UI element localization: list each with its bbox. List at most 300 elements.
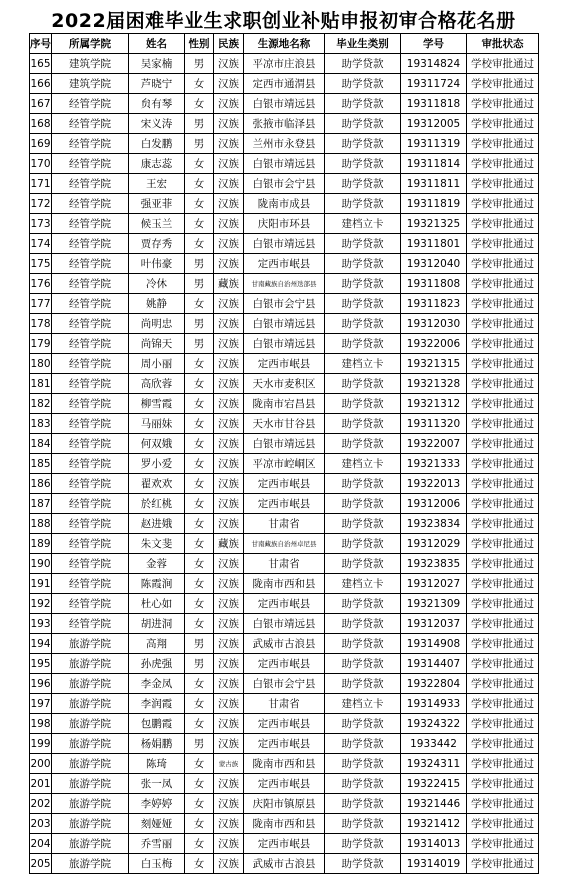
cell-gender: 女 bbox=[185, 454, 214, 474]
header-gender: 性别 bbox=[185, 34, 214, 54]
cell-name: 叶伟豪 bbox=[129, 254, 185, 274]
cell-college: 旅游学院 bbox=[52, 794, 129, 814]
cell-ethnicity: 汉族 bbox=[214, 634, 244, 654]
cell-name: 姚静 bbox=[129, 294, 185, 314]
cell-name: 白发鹏 bbox=[129, 134, 185, 154]
table-row bbox=[30, 254, 539, 274]
cell-status: 学校审批通过 bbox=[467, 714, 539, 734]
table-row bbox=[30, 554, 539, 574]
cell-gender: 女 bbox=[185, 834, 214, 854]
cell-origin: 定西市岷县 bbox=[244, 474, 325, 494]
cell-status: 学校审批通过 bbox=[467, 294, 539, 314]
cell-index: 194 bbox=[30, 634, 52, 654]
cell-status: 学校审批通过 bbox=[467, 634, 539, 654]
cell-name: 张一凤 bbox=[129, 774, 185, 794]
cell-college: 旅游学院 bbox=[52, 714, 129, 734]
table-row bbox=[30, 494, 539, 514]
cell-student-id: 19312006 bbox=[401, 494, 467, 514]
cell-name: 宋义涛 bbox=[129, 114, 185, 134]
table-row bbox=[30, 214, 539, 234]
cell-origin: 兰州市永登县 bbox=[244, 134, 325, 154]
cell-gender: 女 bbox=[185, 194, 214, 214]
cell-index: 179 bbox=[30, 334, 52, 354]
cell-name: 柳雪霞 bbox=[129, 394, 185, 414]
cell-origin: 定西市岷县 bbox=[244, 654, 325, 674]
cell-index: 175 bbox=[30, 254, 52, 274]
cell-name: 包鹏霞 bbox=[129, 714, 185, 734]
cell-ethnicity: 汉族 bbox=[214, 834, 244, 854]
table-row bbox=[30, 134, 539, 154]
cell-name: 陈霞涧 bbox=[129, 574, 185, 594]
cell-status: 学校审批通过 bbox=[467, 174, 539, 194]
cell-gender: 女 bbox=[185, 554, 214, 574]
cell-status: 学校审批通过 bbox=[467, 494, 539, 514]
cell-category: 建档立卡 bbox=[325, 354, 401, 374]
cell-college: 经管学院 bbox=[52, 154, 129, 174]
cell-college: 旅游学院 bbox=[52, 754, 129, 774]
cell-category: 建档立卡 bbox=[325, 454, 401, 474]
cell-gender: 女 bbox=[185, 574, 214, 594]
cell-ethnicity: 汉族 bbox=[214, 854, 244, 874]
cell-name: 於红桃 bbox=[129, 494, 185, 514]
cell-name: 冷休 bbox=[129, 274, 185, 294]
cell-index: 200 bbox=[30, 754, 52, 774]
cell-gender: 男 bbox=[185, 314, 214, 334]
cell-gender: 女 bbox=[185, 154, 214, 174]
cell-status: 学校审批通过 bbox=[467, 774, 539, 794]
cell-gender: 女 bbox=[185, 794, 214, 814]
cell-gender: 女 bbox=[185, 414, 214, 434]
cell-status: 学校审批通过 bbox=[467, 374, 539, 394]
cell-status: 学校审批通过 bbox=[467, 414, 539, 434]
table-header-row bbox=[30, 34, 539, 54]
cell-status: 学校审批通过 bbox=[467, 334, 539, 354]
cell-status: 学校审批通过 bbox=[467, 114, 539, 134]
table-row bbox=[30, 54, 539, 74]
cell-gender: 男 bbox=[185, 654, 214, 674]
cell-college: 经管学院 bbox=[52, 514, 129, 534]
cell-name: 吴家楠 bbox=[129, 54, 185, 74]
cell-college: 经管学院 bbox=[52, 394, 129, 414]
cell-college: 旅游学院 bbox=[52, 674, 129, 694]
cell-name: 陈琦 bbox=[129, 754, 185, 774]
cell-gender: 女 bbox=[185, 514, 214, 534]
cell-index: 165 bbox=[30, 54, 52, 74]
cell-gender: 女 bbox=[185, 294, 214, 314]
cell-origin: 陇南市成县 bbox=[244, 194, 325, 214]
cell-category: 助学贷款 bbox=[325, 134, 401, 154]
cell-name: 康志蕊 bbox=[129, 154, 185, 174]
cell-college: 经管学院 bbox=[52, 214, 129, 234]
cell-name: 李金凤 bbox=[129, 674, 185, 694]
cell-index: 183 bbox=[30, 414, 52, 434]
cell-college: 经管学院 bbox=[52, 174, 129, 194]
table-row bbox=[30, 794, 539, 814]
cell-ethnicity: 汉族 bbox=[214, 314, 244, 334]
cell-college: 经管学院 bbox=[52, 274, 129, 294]
cell-category: 助学贷款 bbox=[325, 94, 401, 114]
table-row bbox=[30, 194, 539, 214]
cell-origin: 定西市岷县 bbox=[244, 714, 325, 734]
cell-student-id: 19311724 bbox=[401, 74, 467, 94]
cell-gender: 女 bbox=[185, 474, 214, 494]
cell-student-id: 19314019 bbox=[401, 854, 467, 874]
cell-gender: 女 bbox=[185, 814, 214, 834]
cell-college: 经管学院 bbox=[52, 494, 129, 514]
cell-status: 学校审批通过 bbox=[467, 434, 539, 454]
cell-index: 166 bbox=[30, 74, 52, 94]
cell-gender: 女 bbox=[185, 174, 214, 194]
cell-index: 202 bbox=[30, 794, 52, 814]
cell-student-id: 19321333 bbox=[401, 454, 467, 474]
cell-name: 罗小爱 bbox=[129, 454, 185, 474]
cell-category: 助学贷款 bbox=[325, 74, 401, 94]
cell-origin: 陇南市西和县 bbox=[244, 754, 325, 774]
cell-origin: 定西市岷县 bbox=[244, 594, 325, 614]
cell-index: 182 bbox=[30, 394, 52, 414]
cell-origin: 白银市会宁县 bbox=[244, 174, 325, 194]
cell-student-id: 19312030 bbox=[401, 314, 467, 334]
header-college: 所属学院 bbox=[52, 34, 129, 54]
cell-index: 184 bbox=[30, 434, 52, 454]
cell-name: 杨娟鹏 bbox=[129, 734, 185, 754]
cell-status: 学校审批通过 bbox=[467, 274, 539, 294]
table-row bbox=[30, 534, 539, 554]
table-row bbox=[30, 754, 539, 774]
cell-ethnicity: 蒙古族 bbox=[214, 754, 244, 774]
cell-index: 203 bbox=[30, 814, 52, 834]
cell-origin: 武威市古浪县 bbox=[244, 854, 325, 874]
cell-origin: 白银市靖远县 bbox=[244, 314, 325, 334]
cell-ethnicity: 汉族 bbox=[214, 674, 244, 694]
cell-gender: 女 bbox=[185, 694, 214, 714]
cell-name: 高翔 bbox=[129, 634, 185, 654]
cell-origin: 张掖市临泽县 bbox=[244, 114, 325, 134]
cell-name: 高欣蓉 bbox=[129, 374, 185, 394]
cell-gender: 女 bbox=[185, 674, 214, 694]
cell-ethnicity: 汉族 bbox=[214, 294, 244, 314]
cell-category: 助学贷款 bbox=[325, 514, 401, 534]
cell-origin: 白银市会宁县 bbox=[244, 674, 325, 694]
cell-student-id: 19311320 bbox=[401, 414, 467, 434]
cell-origin: 定西市通渭县 bbox=[244, 74, 325, 94]
cell-category: 助学贷款 bbox=[325, 154, 401, 174]
cell-ethnicity: 汉族 bbox=[214, 94, 244, 114]
table-row bbox=[30, 734, 539, 754]
cell-index: 195 bbox=[30, 654, 52, 674]
cell-student-id: 19314013 bbox=[401, 834, 467, 854]
cell-name: 王宏 bbox=[129, 174, 185, 194]
cell-ethnicity: 汉族 bbox=[214, 734, 244, 754]
roster-table bbox=[29, 33, 539, 874]
cell-name: 马丽妹 bbox=[129, 414, 185, 434]
cell-category: 助学贷款 bbox=[325, 594, 401, 614]
cell-origin: 定西市岷县 bbox=[244, 354, 325, 374]
cell-status: 学校审批通过 bbox=[467, 54, 539, 74]
cell-gender: 女 bbox=[185, 854, 214, 874]
cell-student-id: 19311811 bbox=[401, 174, 467, 194]
cell-status: 学校审批通过 bbox=[467, 614, 539, 634]
cell-gender: 女 bbox=[185, 234, 214, 254]
cell-student-id: 19321312 bbox=[401, 394, 467, 414]
cell-ethnicity: 汉族 bbox=[214, 374, 244, 394]
cell-category: 助学贷款 bbox=[325, 334, 401, 354]
cell-category: 助学贷款 bbox=[325, 654, 401, 674]
cell-college: 经管学院 bbox=[52, 234, 129, 254]
cell-name: 何双娥 bbox=[129, 434, 185, 454]
cell-origin: 白银市靖远县 bbox=[244, 434, 325, 454]
cell-gender: 女 bbox=[185, 94, 214, 114]
cell-student-id: 19322006 bbox=[401, 334, 467, 354]
cell-college: 经管学院 bbox=[52, 594, 129, 614]
cell-name: 金蓉 bbox=[129, 554, 185, 574]
cell-index: 188 bbox=[30, 514, 52, 534]
header-name: 姓名 bbox=[129, 34, 185, 54]
cell-category: 助学贷款 bbox=[325, 494, 401, 514]
cell-student-id: 19314824 bbox=[401, 54, 467, 74]
cell-category: 助学贷款 bbox=[325, 274, 401, 294]
cell-gender: 女 bbox=[185, 214, 214, 234]
header-student-id: 学号 bbox=[401, 34, 467, 54]
cell-name: 孙虎强 bbox=[129, 654, 185, 674]
cell-college: 旅游学院 bbox=[52, 734, 129, 754]
cell-origin: 定西市岷县 bbox=[244, 494, 325, 514]
cell-origin: 白银市靖远县 bbox=[244, 94, 325, 114]
cell-status: 学校审批通过 bbox=[467, 554, 539, 574]
cell-gender: 女 bbox=[185, 354, 214, 374]
cell-category: 助学贷款 bbox=[325, 674, 401, 694]
cell-status: 学校审批通过 bbox=[467, 94, 539, 114]
cell-origin: 甘肃省 bbox=[244, 554, 325, 574]
cell-name: 李润霞 bbox=[129, 694, 185, 714]
table-row bbox=[30, 594, 539, 614]
cell-gender: 男 bbox=[185, 134, 214, 154]
cell-college: 经管学院 bbox=[52, 454, 129, 474]
table-row bbox=[30, 454, 539, 474]
cell-college: 旅游学院 bbox=[52, 814, 129, 834]
cell-index: 172 bbox=[30, 194, 52, 214]
cell-gender: 女 bbox=[185, 434, 214, 454]
cell-index: 197 bbox=[30, 694, 52, 714]
cell-ethnicity: 汉族 bbox=[214, 454, 244, 474]
cell-origin: 甘肃省 bbox=[244, 514, 325, 534]
cell-student-id: 19324311 bbox=[401, 754, 467, 774]
cell-ethnicity: 汉族 bbox=[214, 214, 244, 234]
cell-ethnicity: 汉族 bbox=[214, 414, 244, 434]
cell-category: 助学贷款 bbox=[325, 774, 401, 794]
cell-status: 学校审批通过 bbox=[467, 754, 539, 774]
cell-category: 助学贷款 bbox=[325, 434, 401, 454]
cell-index: 174 bbox=[30, 234, 52, 254]
cell-origin: 甘南藏族自治州迭部县 bbox=[244, 274, 325, 294]
cell-student-id: 19311819 bbox=[401, 194, 467, 214]
cell-gender: 女 bbox=[185, 374, 214, 394]
cell-student-id: 19312037 bbox=[401, 614, 467, 634]
table-row bbox=[30, 614, 539, 634]
cell-college: 经管学院 bbox=[52, 574, 129, 594]
cell-category: 助学贷款 bbox=[325, 714, 401, 734]
cell-gender: 男 bbox=[185, 734, 214, 754]
cell-origin: 庆阳市环县 bbox=[244, 214, 325, 234]
table-row bbox=[30, 154, 539, 174]
cell-ethnicity: 汉族 bbox=[214, 614, 244, 634]
cell-name: 周小丽 bbox=[129, 354, 185, 374]
cell-origin: 白银市靖远县 bbox=[244, 234, 325, 254]
cell-name: 朱文斐 bbox=[129, 534, 185, 554]
cell-status: 学校审批通过 bbox=[467, 694, 539, 714]
cell-name: 尚锦天 bbox=[129, 334, 185, 354]
cell-origin: 白银市会宁县 bbox=[244, 294, 325, 314]
cell-name: 胡进洞 bbox=[129, 614, 185, 634]
table-row bbox=[30, 114, 539, 134]
cell-gender: 男 bbox=[185, 634, 214, 654]
cell-student-id: 19311814 bbox=[401, 154, 467, 174]
cell-category: 助学贷款 bbox=[325, 394, 401, 414]
cell-origin: 平凉市崆峒区 bbox=[244, 454, 325, 474]
cell-origin: 定西市岷县 bbox=[244, 734, 325, 754]
table-row bbox=[30, 94, 539, 114]
cell-student-id: 19321412 bbox=[401, 814, 467, 834]
cell-college: 旅游学院 bbox=[52, 854, 129, 874]
cell-college: 经管学院 bbox=[52, 334, 129, 354]
cell-college: 经管学院 bbox=[52, 194, 129, 214]
header-status: 审批状态 bbox=[467, 34, 539, 54]
cell-index: 185 bbox=[30, 454, 52, 474]
cell-index: 198 bbox=[30, 714, 52, 734]
cell-ethnicity: 汉族 bbox=[214, 814, 244, 834]
cell-student-id: 19311808 bbox=[401, 274, 467, 294]
cell-ethnicity: 汉族 bbox=[214, 194, 244, 214]
cell-college: 经管学院 bbox=[52, 474, 129, 494]
cell-status: 学校审批通过 bbox=[467, 194, 539, 214]
cell-name: 贠有琴 bbox=[129, 94, 185, 114]
cell-student-id: 19311319 bbox=[401, 134, 467, 154]
table-row bbox=[30, 694, 539, 714]
cell-status: 学校审批通过 bbox=[467, 834, 539, 854]
cell-ethnicity: 汉族 bbox=[214, 234, 244, 254]
cell-index: 191 bbox=[30, 574, 52, 594]
cell-origin: 定西市岷县 bbox=[244, 774, 325, 794]
cell-category: 建档立卡 bbox=[325, 574, 401, 594]
cell-gender: 男 bbox=[185, 54, 214, 74]
cell-category: 助学贷款 bbox=[325, 634, 401, 654]
header-index: 序号 bbox=[30, 34, 52, 54]
cell-index: 176 bbox=[30, 274, 52, 294]
document-title: 2022届困难毕业生求职创业补贴申报初审合格花名册 bbox=[51, 10, 516, 32]
cell-origin: 陇南市西和县 bbox=[244, 574, 325, 594]
table-row bbox=[30, 714, 539, 734]
cell-index: 180 bbox=[30, 354, 52, 374]
cell-category: 助学贷款 bbox=[325, 54, 401, 74]
cell-student-id: 19321328 bbox=[401, 374, 467, 394]
cell-name: 杜心如 bbox=[129, 594, 185, 614]
cell-student-id: 19322013 bbox=[401, 474, 467, 494]
cell-student-id: 19323835 bbox=[401, 554, 467, 574]
cell-category: 助学贷款 bbox=[325, 314, 401, 334]
cell-category: 助学贷款 bbox=[325, 374, 401, 394]
table-row bbox=[30, 434, 539, 454]
cell-gender: 男 bbox=[185, 114, 214, 134]
cell-status: 学校审批通过 bbox=[467, 734, 539, 754]
cell-index: 204 bbox=[30, 834, 52, 854]
cell-college: 旅游学院 bbox=[52, 834, 129, 854]
cell-index: 186 bbox=[30, 474, 52, 494]
cell-status: 学校审批通过 bbox=[467, 814, 539, 834]
cell-gender: 女 bbox=[185, 74, 214, 94]
cell-index: 177 bbox=[30, 294, 52, 314]
cell-category: 助学贷款 bbox=[325, 174, 401, 194]
cell-status: 学校审批通过 bbox=[467, 134, 539, 154]
cell-college: 旅游学院 bbox=[52, 634, 129, 654]
cell-ethnicity: 藏族 bbox=[214, 274, 244, 294]
cell-ethnicity: 汉族 bbox=[214, 114, 244, 134]
cell-student-id: 19314908 bbox=[401, 634, 467, 654]
table-row bbox=[30, 834, 539, 854]
cell-ethnicity: 汉族 bbox=[214, 354, 244, 374]
table-row bbox=[30, 294, 539, 314]
cell-college: 经管学院 bbox=[52, 534, 129, 554]
table-row bbox=[30, 634, 539, 654]
cell-ethnicity: 汉族 bbox=[214, 554, 244, 574]
cell-college: 经管学院 bbox=[52, 354, 129, 374]
cell-origin: 天水市麦积区 bbox=[244, 374, 325, 394]
cell-status: 学校审批通过 bbox=[467, 74, 539, 94]
cell-ethnicity: 汉族 bbox=[214, 154, 244, 174]
cell-status: 学校审批通过 bbox=[467, 594, 539, 614]
cell-origin: 天水市甘谷县 bbox=[244, 414, 325, 434]
cell-origin: 白银市靖远县 bbox=[244, 334, 325, 354]
cell-category: 助学贷款 bbox=[325, 794, 401, 814]
cell-ethnicity: 汉族 bbox=[214, 654, 244, 674]
cell-status: 学校审批通过 bbox=[467, 454, 539, 474]
cell-category: 助学贷款 bbox=[325, 474, 401, 494]
cell-gender: 女 bbox=[185, 754, 214, 774]
cell-gender: 女 bbox=[185, 774, 214, 794]
cell-name: 芦晓宁 bbox=[129, 74, 185, 94]
cell-origin: 甘南藏族自治州卓尼县 bbox=[244, 534, 325, 554]
cell-ethnicity: 汉族 bbox=[214, 774, 244, 794]
cell-name: 乔雪丽 bbox=[129, 834, 185, 854]
cell-category: 助学贷款 bbox=[325, 234, 401, 254]
cell-category: 建档立卡 bbox=[325, 694, 401, 714]
cell-college: 经管学院 bbox=[52, 554, 129, 574]
cell-status: 学校审批通过 bbox=[467, 214, 539, 234]
cell-student-id: 19311801 bbox=[401, 234, 467, 254]
cell-college: 经管学院 bbox=[52, 254, 129, 274]
header-category: 毕业生类别 bbox=[325, 34, 401, 54]
cell-ethnicity: 汉族 bbox=[214, 434, 244, 454]
cell-index: 168 bbox=[30, 114, 52, 134]
cell-origin: 庆阳市镇原县 bbox=[244, 794, 325, 814]
cell-ethnicity: 汉族 bbox=[214, 74, 244, 94]
table-row bbox=[30, 334, 539, 354]
table-row bbox=[30, 414, 539, 434]
cell-category: 助学贷款 bbox=[325, 294, 401, 314]
cell-student-id: 19322804 bbox=[401, 674, 467, 694]
cell-ethnicity: 汉族 bbox=[214, 174, 244, 194]
cell-ethnicity: 汉族 bbox=[214, 474, 244, 494]
cell-student-id: 19312029 bbox=[401, 534, 467, 554]
cell-student-id: 19311818 bbox=[401, 94, 467, 114]
cell-status: 学校审批通过 bbox=[467, 234, 539, 254]
cell-status: 学校审批通过 bbox=[467, 254, 539, 274]
cell-origin: 平凉市庄浪县 bbox=[244, 54, 325, 74]
cell-gender: 女 bbox=[185, 394, 214, 414]
table-row bbox=[30, 654, 539, 674]
cell-gender: 女 bbox=[185, 714, 214, 734]
cell-student-id: 19312005 bbox=[401, 114, 467, 134]
cell-college: 旅游学院 bbox=[52, 774, 129, 794]
